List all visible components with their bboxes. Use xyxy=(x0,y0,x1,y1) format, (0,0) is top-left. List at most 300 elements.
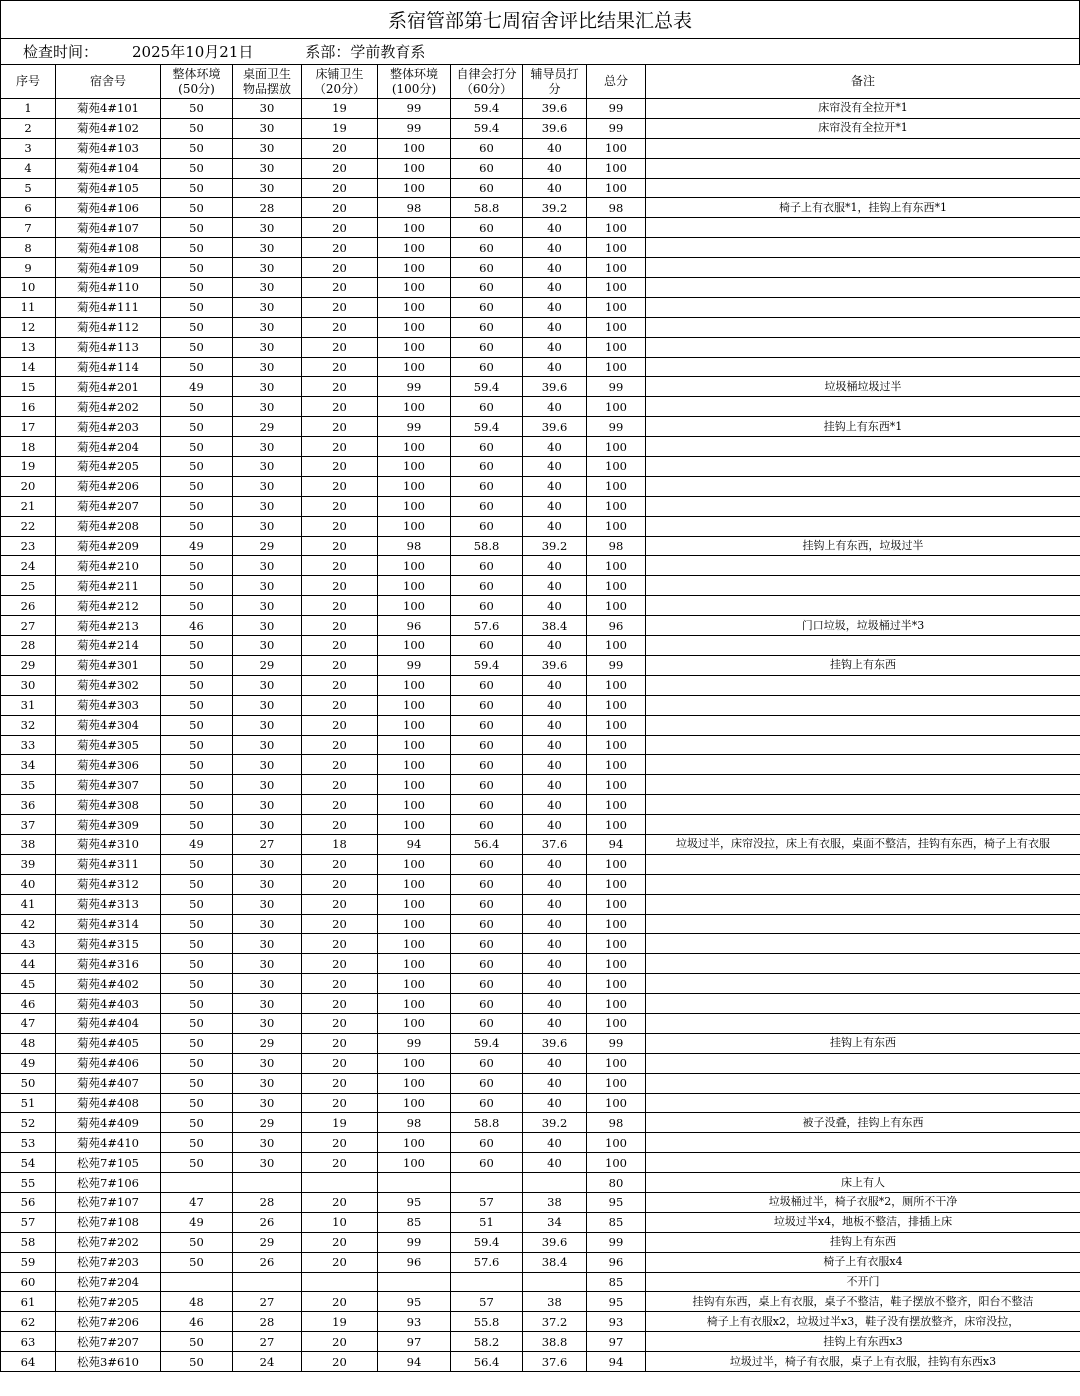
col-env50-cell: 50 xyxy=(161,636,233,656)
col-env50-cell: 50 xyxy=(161,297,233,317)
col-env100-cell: 100 xyxy=(378,596,451,616)
col-env100-cell: 100 xyxy=(378,675,451,695)
table-row xyxy=(1,377,1080,397)
col-total-cell: 98 xyxy=(587,536,646,556)
col-env100-cell: 100 xyxy=(378,178,451,198)
col-selfdisc-cell: 60 xyxy=(451,238,523,258)
col-selfdisc-cell: 60 xyxy=(451,775,523,795)
info-row xyxy=(0,38,1080,64)
col-desk-cell: 30 xyxy=(233,1093,302,1113)
col-counselor-cell: 39.6 xyxy=(523,655,587,675)
col-total-cell: 100 xyxy=(587,1073,646,1093)
col-index-cell: 3 xyxy=(1,138,56,158)
col-env100-cell: 99 xyxy=(378,1033,451,1053)
table-row xyxy=(1,795,1080,815)
col-index-cell: 40 xyxy=(1,874,56,894)
table-row xyxy=(1,636,1080,656)
col-room-cell: 菊苑4#110 xyxy=(56,278,161,298)
col-selfdisc-cell: 60 xyxy=(451,636,523,656)
col-room-cell: 菊苑4#202 xyxy=(56,397,161,417)
col-index-cell: 1 xyxy=(1,99,56,119)
col-selfdisc-cell: 59.4 xyxy=(451,118,523,138)
col-bed-cell: 20 xyxy=(302,894,378,914)
col-selfdisc-cell: 55.8 xyxy=(451,1312,523,1332)
col-remark-cell xyxy=(646,894,1080,914)
col-desk-cell: 30 xyxy=(233,815,302,835)
col-total-cell: 100 xyxy=(587,934,646,954)
col-counselor-cell: 39.2 xyxy=(523,536,587,556)
table-row xyxy=(1,417,1080,437)
col-env50-cell: 50 xyxy=(161,278,233,298)
col-remark-cell: 椅子上有衣服x2，垃圾过半x3，鞋子没有摆放整齐，床帘没拉， xyxy=(646,1312,1080,1332)
col-index-cell: 64 xyxy=(1,1352,56,1372)
col-remark-cell: 垃圾过半，椅子有衣服，桌子上有衣服，挂钩有东西x3 xyxy=(646,1352,1080,1372)
col-env100-cell: 98 xyxy=(378,1113,451,1133)
col-index-cell: 10 xyxy=(1,278,56,298)
col-room-cell: 菊苑4#311 xyxy=(56,854,161,874)
col-env100-cell: 100 xyxy=(378,576,451,596)
col-total-cell: 100 xyxy=(587,337,646,357)
col-bed-cell: 20 xyxy=(302,675,378,695)
col-bed-cell: 20 xyxy=(302,1352,378,1372)
col-desk-cell: 30 xyxy=(233,118,302,138)
col-room-cell: 菊苑4#305 xyxy=(56,735,161,755)
col-remark-cell xyxy=(646,238,1080,258)
col-room-cell: 菊苑4#407 xyxy=(56,1073,161,1093)
col-room-cell: 松苑7#204 xyxy=(56,1272,161,1292)
col-index-cell: 62 xyxy=(1,1312,56,1332)
col-room-cell: 菊苑4#402 xyxy=(56,974,161,994)
col-counselor-cell: 40 xyxy=(523,278,587,298)
table-row xyxy=(1,278,1080,298)
col-desk-cell: 30 xyxy=(233,437,302,457)
col-bed-cell: 20 xyxy=(302,874,378,894)
table-row xyxy=(1,1312,1080,1332)
col-bed-cell: 20 xyxy=(302,556,378,576)
col-counselor-cell: 40 xyxy=(523,516,587,536)
col-env100-cell: 100 xyxy=(378,914,451,934)
col-env50-cell: 50 xyxy=(161,795,233,815)
col-remark-cell xyxy=(646,1053,1080,1073)
col-room-cell: 菊苑4#314 xyxy=(56,914,161,934)
col-room-cell: 菊苑4#408 xyxy=(56,1093,161,1113)
col-desk-cell: 30 xyxy=(233,377,302,397)
col-env50-cell: 46 xyxy=(161,616,233,636)
col-index-cell: 45 xyxy=(1,974,56,994)
col-total-cell: 95 xyxy=(587,1192,646,1212)
col-total-cell: 95 xyxy=(587,1292,646,1312)
col-desk-cell: 27 xyxy=(233,1292,302,1312)
table-row xyxy=(1,158,1080,178)
col-room-cell: 菊苑4#309 xyxy=(56,815,161,835)
col-env100-cell: 100 xyxy=(378,1013,451,1033)
col-counselor-cell: 40 xyxy=(523,755,587,775)
col-room-cell: 菊苑4#410 xyxy=(56,1133,161,1153)
col-desk-cell: 30 xyxy=(233,576,302,596)
col-total-cell: 100 xyxy=(587,695,646,715)
col-index-cell: 4 xyxy=(1,158,56,178)
col-env50-cell: 50 xyxy=(161,1153,233,1173)
col-counselor-cell: 40 xyxy=(523,297,587,317)
col-room-cell: 菊苑4#109 xyxy=(56,258,161,278)
col-total-cell: 100 xyxy=(587,357,646,377)
col-desk-cell: 30 xyxy=(233,99,302,119)
table-row xyxy=(1,397,1080,417)
dept-value: 学前教育系 xyxy=(350,43,426,61)
col-env100-cell: 100 xyxy=(378,158,451,178)
col-desk-cell: 30 xyxy=(233,795,302,815)
col-counselor-cell: 40 xyxy=(523,815,587,835)
col-bed-cell: 20 xyxy=(302,735,378,755)
col-env100-cell: 100 xyxy=(378,636,451,656)
col-index-cell: 20 xyxy=(1,476,56,496)
col-env50-cell: 50 xyxy=(161,357,233,377)
col-bed-cell: 20 xyxy=(302,417,378,437)
col-remark-cell xyxy=(646,457,1080,477)
col-room-cell: 松苑7#203 xyxy=(56,1252,161,1272)
col-env100-cell: 99 xyxy=(378,655,451,675)
col-desk-cell: 29 xyxy=(233,1113,302,1133)
col-counselor-cell: 37.6 xyxy=(523,1352,587,1372)
col-bed-cell: 20 xyxy=(302,397,378,417)
col-counselor-cell xyxy=(523,1173,587,1193)
col-remark-cell xyxy=(646,1133,1080,1153)
title-text: 系宿管部第七周宿舍评比结果汇总表 xyxy=(387,10,692,32)
col-desk-cell: 30 xyxy=(233,874,302,894)
col-desk-cell: 30 xyxy=(233,496,302,516)
table-row xyxy=(1,1232,1080,1252)
col-env100-cell: 100 xyxy=(378,357,451,377)
col-room-cell: 菊苑4#308 xyxy=(56,795,161,815)
col-index-cell: 12 xyxy=(1,317,56,337)
col-selfdisc-cell: 58.8 xyxy=(451,536,523,556)
table-row xyxy=(1,954,1080,974)
col-env50-cell: 50 xyxy=(161,755,233,775)
col-selfdisc-cell: 60 xyxy=(451,576,523,596)
col-remark-cell xyxy=(646,974,1080,994)
col-total-cell: 100 xyxy=(587,755,646,775)
col-bed-cell: 20 xyxy=(302,934,378,954)
col-room-cell: 松苑7#202 xyxy=(56,1232,161,1252)
col-remark-cell: 床上有人 xyxy=(646,1173,1080,1193)
col-total-cell: 99 xyxy=(587,1232,646,1252)
col-env100-cell xyxy=(378,1173,451,1193)
col-counselor-cell: 40 xyxy=(523,735,587,755)
col-total-cell: 100 xyxy=(587,258,646,278)
col-env100-cell: 100 xyxy=(378,795,451,815)
table-row xyxy=(1,815,1080,835)
col-env50-cell: 49 xyxy=(161,834,233,854)
col-desk-cell: 30 xyxy=(233,556,302,576)
col-desk-cell: 29 xyxy=(233,1232,302,1252)
col-counselor-cell: 40 xyxy=(523,476,587,496)
col-remark-cell xyxy=(646,1013,1080,1033)
col-total-cell: 100 xyxy=(587,278,646,298)
col-selfdisc-cell: 60 xyxy=(451,914,523,934)
col-remark-cell xyxy=(646,596,1080,616)
col-room-cell: 菊苑4#204 xyxy=(56,437,161,457)
col-remark-cell xyxy=(646,138,1080,158)
col-env50-header: 整体环境 (50分) xyxy=(161,65,233,99)
col-selfdisc-cell: 60 xyxy=(451,556,523,576)
col-env50-cell: 50 xyxy=(161,1053,233,1073)
col-counselor-cell: 38 xyxy=(523,1292,587,1312)
col-bed-cell: 20 xyxy=(302,198,378,218)
col-bed-cell: 20 xyxy=(302,1192,378,1212)
col-remark-cell: 挂钩有东西，桌上有衣服，桌子不整洁，鞋子摆放不整齐，阳台不整洁 xyxy=(646,1292,1080,1312)
col-desk-cell: 30 xyxy=(233,994,302,1014)
col-selfdisc-cell: 60 xyxy=(451,158,523,178)
score-table xyxy=(0,64,1080,1372)
col-env50-cell: 50 xyxy=(161,99,233,119)
col-remark-cell xyxy=(646,496,1080,516)
col-total-cell: 100 xyxy=(587,476,646,496)
col-desk-cell: 30 xyxy=(233,1133,302,1153)
col-index-cell: 25 xyxy=(1,576,56,596)
col-index-cell: 26 xyxy=(1,596,56,616)
col-env100-cell: 100 xyxy=(378,1153,451,1173)
col-bed-cell: 20 xyxy=(302,954,378,974)
col-desk-cell: 30 xyxy=(233,894,302,914)
col-remark-cell xyxy=(646,158,1080,178)
col-env100-cell: 99 xyxy=(378,118,451,138)
table-row xyxy=(1,715,1080,735)
col-bed-cell: 20 xyxy=(302,576,378,596)
col-index-cell: 56 xyxy=(1,1192,56,1212)
col-total-cell: 100 xyxy=(587,715,646,735)
col-index-cell: 37 xyxy=(1,815,56,835)
col-counselor-cell: 40 xyxy=(523,1073,587,1093)
col-selfdisc-cell: 59.4 xyxy=(451,655,523,675)
col-selfdisc-cell: 60 xyxy=(451,278,523,298)
col-room-cell: 松苑7#207 xyxy=(56,1332,161,1352)
col-selfdisc-cell: 60 xyxy=(451,1013,523,1033)
col-selfdisc-cell: 58.2 xyxy=(451,1332,523,1352)
col-room-cell: 菊苑4#306 xyxy=(56,755,161,775)
table-row xyxy=(1,1192,1080,1212)
col-env100-cell: 100 xyxy=(378,715,451,735)
col-remark-cell: 挂钩上有东西，垃圾过半 xyxy=(646,536,1080,556)
col-remark-cell xyxy=(646,297,1080,317)
col-counselor-cell: 40 xyxy=(523,874,587,894)
table-row xyxy=(1,337,1080,357)
col-remark-cell: 门口垃圾，垃圾桶过半*3 xyxy=(646,616,1080,636)
col-env100-cell: 100 xyxy=(378,695,451,715)
col-env100-cell: 100 xyxy=(378,218,451,238)
col-remark-cell xyxy=(646,994,1080,1014)
table-row xyxy=(1,1252,1080,1272)
col-total-cell: 100 xyxy=(587,1093,646,1113)
col-room-cell: 菊苑4#113 xyxy=(56,337,161,357)
col-total-cell: 100 xyxy=(587,397,646,417)
col-index-cell: 22 xyxy=(1,516,56,536)
col-selfdisc-cell: 60 xyxy=(451,476,523,496)
col-env50-cell: 50 xyxy=(161,894,233,914)
col-bed-cell: 20 xyxy=(302,795,378,815)
table-row xyxy=(1,914,1080,934)
col-env100-cell: 94 xyxy=(378,1352,451,1372)
col-selfdisc-cell: 60 xyxy=(451,337,523,357)
col-bed-cell: 20 xyxy=(302,1232,378,1252)
col-bed-cell: 20 xyxy=(302,775,378,795)
col-env100-cell: 100 xyxy=(378,317,451,337)
check-time-value: 2025年10月21日 xyxy=(132,43,254,61)
col-index-cell: 15 xyxy=(1,377,56,397)
col-room-cell: 菊苑4#108 xyxy=(56,238,161,258)
col-index-cell: 63 xyxy=(1,1332,56,1352)
col-total-cell: 100 xyxy=(587,317,646,337)
col-total-cell: 100 xyxy=(587,775,646,795)
table-header xyxy=(1,65,1080,99)
col-desk-cell: 29 xyxy=(233,417,302,437)
table-row xyxy=(1,198,1080,218)
col-bed-cell: 20 xyxy=(302,377,378,397)
col-index-cell: 8 xyxy=(1,238,56,258)
col-selfdisc-cell xyxy=(451,1272,523,1292)
col-desk-cell: 30 xyxy=(233,854,302,874)
col-index-cell: 33 xyxy=(1,735,56,755)
col-env50-cell: 50 xyxy=(161,178,233,198)
col-remark-cell: 挂钩上有东西 xyxy=(646,655,1080,675)
col-env50-cell: 50 xyxy=(161,655,233,675)
col-index-cell: 35 xyxy=(1,775,56,795)
col-bed-cell: 20 xyxy=(302,1013,378,1033)
col-desk-cell: 30 xyxy=(233,278,302,298)
col-counselor-cell: 38 xyxy=(523,1192,587,1212)
col-index-cell: 59 xyxy=(1,1252,56,1272)
col-total-cell: 100 xyxy=(587,914,646,934)
col-room-cell: 菊苑4#112 xyxy=(56,317,161,337)
col-env50-cell: 50 xyxy=(161,1332,233,1352)
col-desk-cell: 30 xyxy=(233,636,302,656)
table-row xyxy=(1,238,1080,258)
col-env100-cell: 100 xyxy=(378,854,451,874)
col-remark-cell xyxy=(646,815,1080,835)
col-bed-cell xyxy=(302,1173,378,1193)
col-remark-cell xyxy=(646,934,1080,954)
col-desk-cell: 29 xyxy=(233,655,302,675)
col-bed-header: 床铺卫生 （20分） xyxy=(302,65,378,99)
col-desk-cell: 30 xyxy=(233,1013,302,1033)
col-bed-cell: 20 xyxy=(302,655,378,675)
col-env100-cell: 100 xyxy=(378,238,451,258)
col-selfdisc-cell: 57.6 xyxy=(451,1252,523,1272)
col-selfdisc-cell: 56.4 xyxy=(451,1352,523,1372)
col-env100-cell: 94 xyxy=(378,834,451,854)
col-bed-cell: 20 xyxy=(302,616,378,636)
col-counselor-cell: 40 xyxy=(523,1013,587,1033)
col-bed-cell: 20 xyxy=(302,994,378,1014)
col-desk-cell: 30 xyxy=(233,755,302,775)
table-body xyxy=(1,99,1080,1372)
col-room-cell: 菊苑4#209 xyxy=(56,536,161,556)
col-remark-cell xyxy=(646,795,1080,815)
col-bed-cell: 20 xyxy=(302,1073,378,1093)
col-remark-cell xyxy=(646,397,1080,417)
col-env50-cell: 48 xyxy=(161,1292,233,1312)
col-selfdisc-cell: 60 xyxy=(451,258,523,278)
col-remark-cell: 椅子上有衣服*1，挂钩上有东西*1 xyxy=(646,198,1080,218)
col-counselor-cell: 39.6 xyxy=(523,1232,587,1252)
col-desk-cell: 26 xyxy=(233,1212,302,1232)
col-index-cell: 19 xyxy=(1,457,56,477)
col-total-cell: 85 xyxy=(587,1212,646,1232)
col-total-cell: 98 xyxy=(587,1113,646,1133)
table-row xyxy=(1,695,1080,715)
col-selfdisc-cell: 60 xyxy=(451,1153,523,1173)
col-selfdisc-cell: 60 xyxy=(451,1053,523,1073)
col-remark-cell: 垃圾过半，床帘没拉，床上有衣服，桌面不整洁，挂钩有东西，椅子上有衣服 xyxy=(646,834,1080,854)
col-env100-header: 整体环境 (100分) xyxy=(378,65,451,99)
col-env100-cell: 100 xyxy=(378,1073,451,1093)
col-remark-cell xyxy=(646,516,1080,536)
col-env100-cell: 98 xyxy=(378,198,451,218)
col-bed-cell: 20 xyxy=(302,297,378,317)
col-index-cell: 36 xyxy=(1,795,56,815)
col-env50-cell: 50 xyxy=(161,775,233,795)
table-row xyxy=(1,1332,1080,1352)
col-bed-cell: 20 xyxy=(302,815,378,835)
col-index-cell: 14 xyxy=(1,357,56,377)
table-row xyxy=(1,675,1080,695)
col-selfdisc-cell: 60 xyxy=(451,675,523,695)
col-selfdisc-cell xyxy=(451,1173,523,1193)
col-desk-cell: 30 xyxy=(233,178,302,198)
col-desk-cell: 30 xyxy=(233,357,302,377)
col-bed-cell: 20 xyxy=(302,218,378,238)
col-selfdisc-cell: 60 xyxy=(451,695,523,715)
col-index-cell: 17 xyxy=(1,417,56,437)
col-counselor-cell: 40 xyxy=(523,457,587,477)
table-row xyxy=(1,1292,1080,1312)
col-env50-cell: 50 xyxy=(161,1133,233,1153)
col-remark-header: 备注 xyxy=(646,65,1080,99)
table-row xyxy=(1,1033,1080,1053)
col-counselor-cell: 40 xyxy=(523,636,587,656)
table-row xyxy=(1,516,1080,536)
col-remark-cell xyxy=(646,874,1080,894)
col-env50-cell: 46 xyxy=(161,1312,233,1332)
col-index-cell: 31 xyxy=(1,695,56,715)
col-room-cell: 菊苑4#201 xyxy=(56,377,161,397)
col-env100-cell: 100 xyxy=(378,138,451,158)
col-room-cell: 菊苑4#213 xyxy=(56,616,161,636)
col-remark-cell: 床帘没有全拉开*1 xyxy=(646,99,1080,119)
col-env50-cell: 50 xyxy=(161,954,233,974)
dept-label: 系部： xyxy=(305,43,351,61)
col-bed-cell: 18 xyxy=(302,834,378,854)
col-index-cell: 13 xyxy=(1,337,56,357)
col-counselor-cell: 40 xyxy=(523,1133,587,1153)
col-env100-cell: 100 xyxy=(378,994,451,1014)
col-total-cell: 100 xyxy=(587,1013,646,1033)
col-remark-cell xyxy=(646,636,1080,656)
col-counselor-cell: 40 xyxy=(523,357,587,377)
col-env50-cell: 50 xyxy=(161,198,233,218)
col-counselor-cell: 40 xyxy=(523,596,587,616)
col-room-cell: 菊苑4#106 xyxy=(56,198,161,218)
col-total-cell: 98 xyxy=(587,198,646,218)
table-row xyxy=(1,476,1080,496)
col-env50-cell: 50 xyxy=(161,1013,233,1033)
col-env100-cell: 100 xyxy=(378,516,451,536)
col-selfdisc-cell: 60 xyxy=(451,218,523,238)
col-env100-cell: 99 xyxy=(378,377,451,397)
col-total-cell: 100 xyxy=(587,297,646,317)
col-selfdisc-cell: 57 xyxy=(451,1192,523,1212)
col-room-cell: 菊苑4#103 xyxy=(56,138,161,158)
col-counselor-cell: 40 xyxy=(523,695,587,715)
